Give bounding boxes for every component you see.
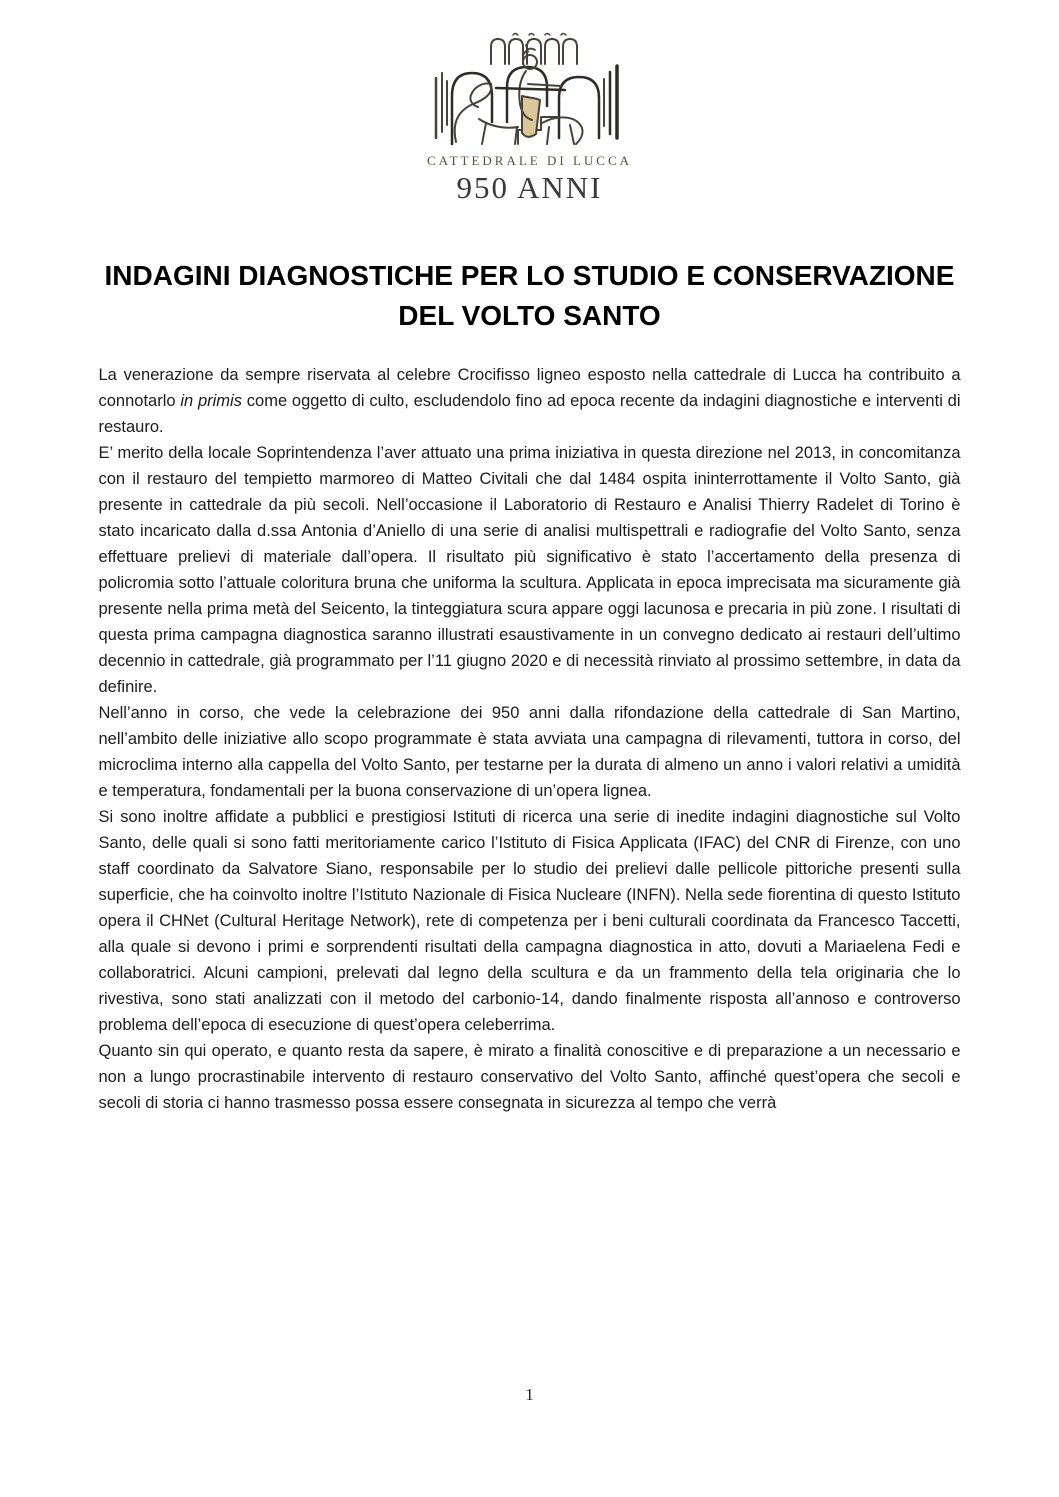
paragraph-3: Nell’anno in corso, che vede la celebrazione dei 950 anni dalla rifondazione della cattedrale di San Martino, nell’ambito delle iniziative allo scopo programmate è stata avviata una campagna di rilevamenti, tuttora in corso, del microclima interno alla cappella del Volto Santo, per testarne per la durata di almeno un anno i valori relativi a umidità e temperatura, fondamentali per la buona conservazione di un’opera lignea. [98, 704, 961, 800]
paragraph-1-text-after: come oggetto di culto, escludendolo fino ad epoca recente da indagini diagnostiche e interventi di restauro. [98, 392, 961, 436]
page-title [0, 256, 1059, 336]
paragraph-5: Quanto sin qui operato, e quanto resta da sapere, è mirato a finalità conoscitive e di preparazione a un necessario e non a lungo procrastinabile intervento di restauro conservativo del Volto Santo, affinché quest’opera che secoli e secoli di storia ci hanno trasmesso possa essere consegnata in sicurezza al tempo che verrà [98, 1042, 961, 1112]
page-number: 1 [525, 1385, 534, 1404]
page-title-line1: INDAGINI DIAGNOSTICHE PER LO STUDIO E CONSERVAZIONE [104, 260, 955, 291]
page-title-line2: DEL VOLTO SANTO [398, 300, 661, 331]
paragraph-1 [99, 362, 961, 440]
paragraph-2: E’ merito della locale Soprintendenza l’aver attuato una prima iniziativa in questa direzione nel 2013, in concomitanza con il restauro del tempietto marmoreo di Matteo Civitali che dal 1484 ospita ininterrottamente il Volto Santo, già presente in cattedrale da più secoli. Nell’occasione il Laboratorio di Restauro e Analisi Thierry Radelet di Torino è stato incaricato dalla d.ssa Antonia d’Aniello di una serie di analisi multispettrali e radiografie del Volto Santo, senza effettuare prelievi di materiale dall’opera. Il risultato più significativo è stato l’accertamento della presenza di policromia sotto l’attuale coloritura bruna che uniforma la scultura. Applicata in epoca imprecisata ma sicuramente già presente nella prima metà del Seicento, la tinteggiatura scura appare oggi lacunosa e precaria in più zone. I risultati di questa prima campagna diagnostica saranno illustrati esaustivamente in un convegno dedicato ai restauri dell’ultimo decennio in cattedrale, già programmato per l’11 giugno 2020 e di necessità rinviato al prossimo settembre, in data da definire. [98, 444, 961, 696]
cathedral-logo [0, 0, 1059, 206]
paragraph-1-text: La venerazione da sempre riservata al celebre Crocifisso ligneo esposto nella cattedrale di Lucca ha contribuito a connotarlo [98, 366, 961, 410]
paragraph-1-italic: in primis [180, 392, 242, 410]
document-body [99, 362, 961, 1116]
logo-caption: CATTEDRALE DI LUCCA [426, 153, 633, 168]
paragraph-4: Si sono inoltre affidate a pubblici e prestigiosi Istituti di ricerca una serie di inedite indagini diagnostiche sul Volto Santo, delle quali si sono fatti meritoriamente carico l’Istituto di Fisica Applicata (IFAC) del CNR di Firenze, con uno staff coordinato da Salvatore Siano, responsabile per lo studio dei prelievi dalle pellicole pittoriche presenti sulla superficie, che ha coinvolto inoltre l’Istituto Nazionale di Fisica Nucleare (INFN). Nella sede fiorentina di questo Istituto opera il CHNet (Cultural Heritage Network), rete di competenza per i beni culturali coordinata da Francesco Taccetti, alla quale si devono i primi e sorprendenti risultati della campagna diagnostica in atto, dovuti a Mariaelena Fedi e collaboratrici. Alcuni campioni, prelevati dal legno della scultura e da un frammento della tela originaria che lo rivestiva, sono stati analizzati con il metodo del carbonio-14, dando finalmente risposta all’annoso e controverso problema dell’epoca di esecuzione di quest’opera celeberrima. [98, 808, 961, 1034]
st-martin-horseback-icon [430, 26, 630, 151]
logo-anniversary: 950 ANNI [456, 170, 603, 205]
